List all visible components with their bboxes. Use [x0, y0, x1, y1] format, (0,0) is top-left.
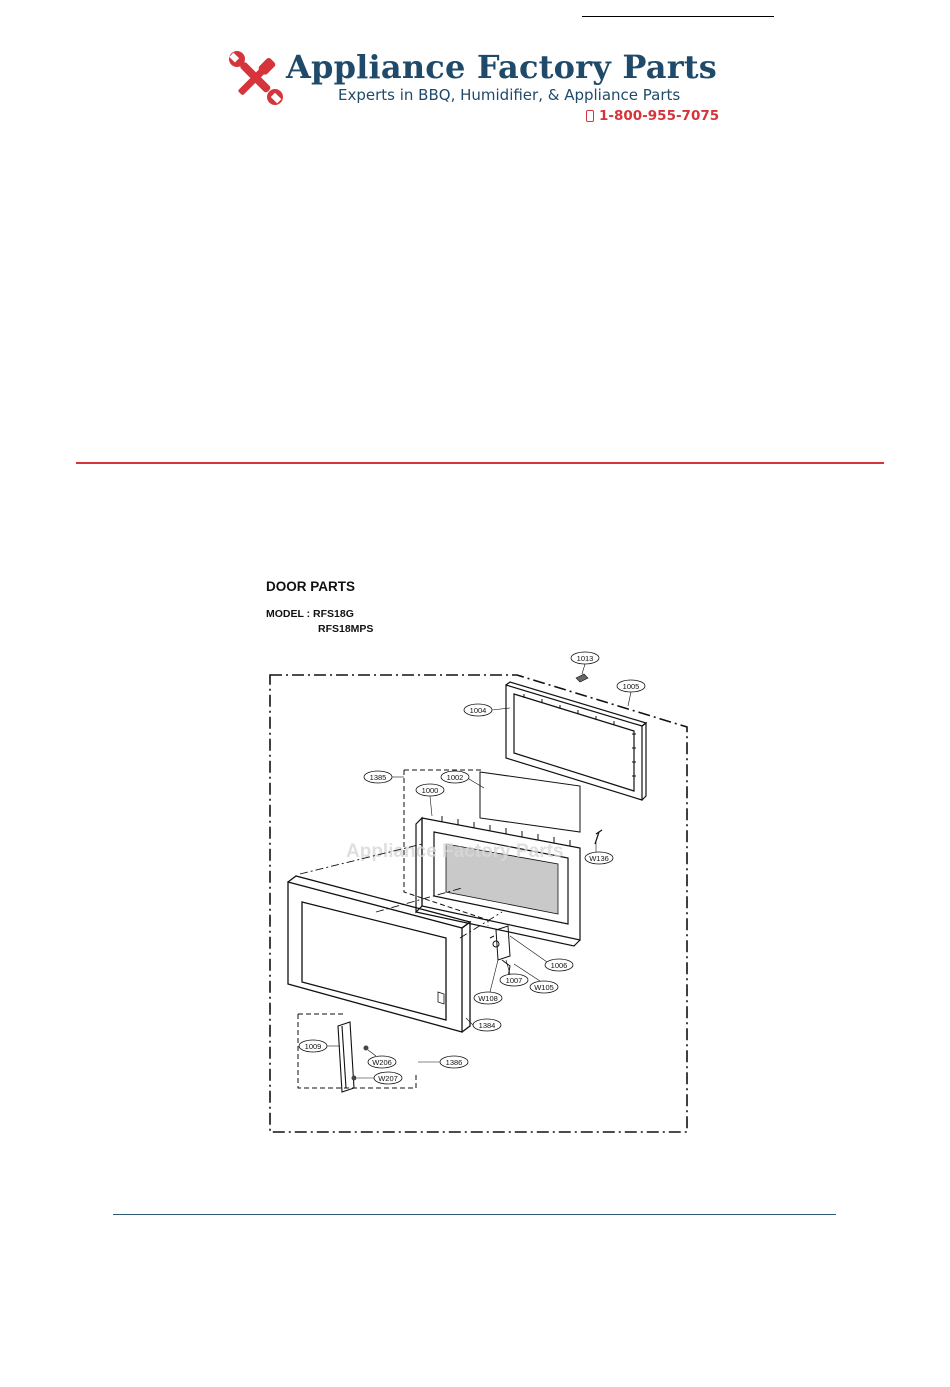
callout-1002	[441, 771, 484, 788]
svg-text:1007: 1007	[505, 976, 523, 985]
callout-1013	[571, 652, 599, 674]
phone-icon	[586, 110, 594, 122]
callout-1000	[416, 784, 444, 816]
model-line: MODEL : RFS18G	[266, 608, 354, 620]
svg-text:1002: 1002	[446, 773, 464, 782]
callout-w108	[474, 960, 502, 1004]
callout-w136	[585, 842, 613, 864]
svg-text:1009: 1009	[304, 1042, 322, 1051]
svg-text:1385: 1385	[369, 773, 387, 782]
svg-text:W206: W206	[372, 1058, 392, 1067]
model-line-second: RFS18MPS	[318, 623, 374, 635]
callout-1009	[299, 1040, 340, 1052]
callout-w206	[368, 1050, 396, 1068]
brand-logo[interactable]	[226, 46, 736, 131]
wrench-screwdriver-icon	[228, 50, 284, 106]
svg-text:1004: 1004	[469, 706, 487, 715]
callout-1005	[617, 680, 645, 706]
svg-text:1005: 1005	[622, 682, 640, 691]
logo-tagline: Experts in BBQ, Humidifier, & Appliance Parts	[338, 86, 681, 104]
red-divider	[76, 462, 884, 464]
callout-1004	[464, 704, 510, 716]
phone-number[interactable]	[586, 108, 719, 124]
door-parts-diagram	[262, 648, 694, 1138]
callout-1384	[466, 1018, 501, 1031]
svg-text:1384: 1384	[478, 1021, 496, 1030]
watermark: Appliance Factory Parts	[346, 841, 564, 862]
svg-text:1006: 1006	[550, 961, 568, 970]
svg-text:W105: W105	[534, 983, 554, 992]
svg-text:W207: W207	[378, 1074, 398, 1083]
phone-text: 1-800-955-7075	[599, 108, 720, 124]
top-rule	[582, 16, 774, 17]
svg-text:1013: 1013	[576, 654, 594, 663]
callout-1006	[510, 936, 573, 971]
svg-text:1386: 1386	[445, 1058, 463, 1067]
callout-1385	[364, 771, 404, 783]
svg-text:1000: 1000	[421, 786, 439, 795]
callout-1386	[418, 1056, 468, 1068]
section-title: DOOR PARTS	[266, 579, 356, 594]
logo-title: Appliance Factory Parts	[286, 48, 717, 86]
blue-divider	[113, 1214, 836, 1215]
svg-text:W108: W108	[478, 994, 498, 1003]
svg-text:W136: W136	[589, 854, 609, 863]
callout-w207	[357, 1072, 402, 1084]
callout-1007	[500, 960, 528, 986]
